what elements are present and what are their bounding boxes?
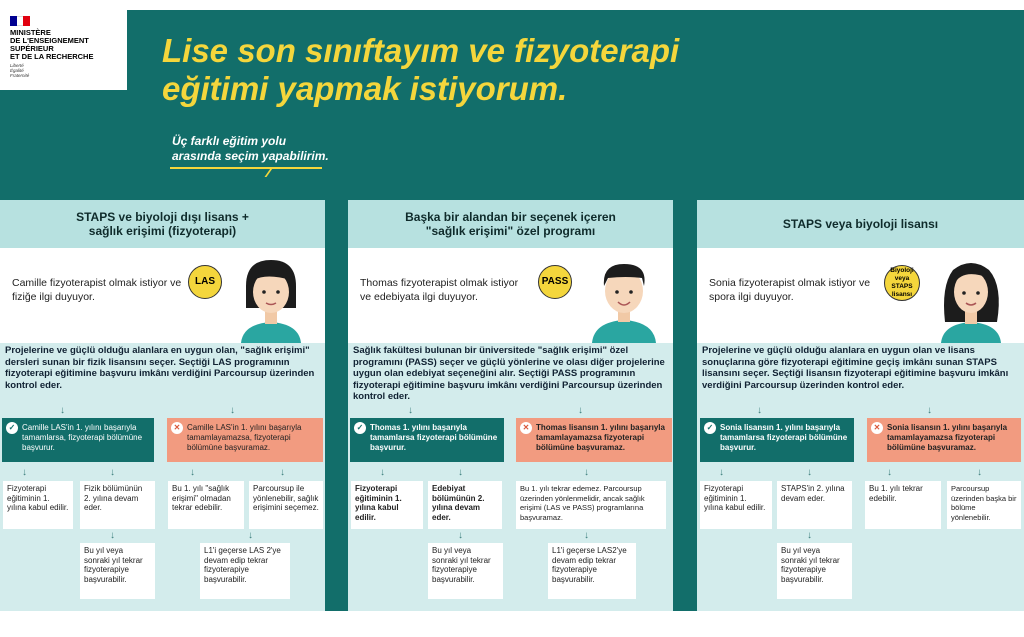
column-staps — [697, 200, 1024, 611]
followup-card: Bu yıl veya sonraki yıl tekrar fizyoterapiye başvurabilir. — [777, 543, 852, 599]
outcome-card: STAPS'in 2. yılına devam eder. — [777, 481, 852, 529]
profile-text: Camille fizyoterapist olmak istiyor ve fiziğe ilgi duyuyor. — [12, 277, 182, 303]
outcome-card: Fizik bölümünün 2. yılına devam eder. — [80, 481, 155, 529]
column-pass — [348, 200, 673, 611]
column-description: Projelerine ve güçlü olduğu alanlara en uygun olan, "sağlık erişimi" dersleri sunan bir fizik lisansını seçer. Seçtiği LAS programının fizyoterapi eğitimine başvuru imkânı verdiğini Parcoursup üzerinden kontrol eder. — [5, 345, 315, 391]
profile-text: Sonia fizyoterapist olmak istiyor ve spora ilgi duyuyor. — [709, 277, 871, 303]
french-flag-icon — [10, 16, 30, 26]
profile-card — [348, 248, 673, 343]
down-arrow-icon: ↓ — [408, 405, 413, 416]
outcome-card: Bu 1. yılı tekrar edebilir. — [865, 481, 941, 529]
profile-card — [697, 248, 1024, 343]
outcome-card: Parcoursup üzerinden başka bir bölüme yönlenebilir. — [947, 481, 1021, 529]
outcome-card: Fizyoterapi eğitiminin 1. yılına kabul edilir. — [351, 481, 423, 529]
followup-card: Bu yıl veya sonraki yıl tekrar fizyoterapiye başvurabilir. — [428, 543, 503, 599]
followup-card: Bu yıl veya sonraki yıl tekrar fizyoterapiye başvurabilir. — [80, 543, 155, 599]
down-arrow-icon: ↓ — [280, 467, 285, 478]
girl-long-hair-avatar-icon — [933, 256, 1009, 343]
success-box: ✓ Camille LAS'in 1. yılını başarıyla tamamlarsa, fizyoterapi bölümüne başvurur. — [2, 418, 154, 462]
column-header: Başka bir alandan bir seçenek içeren "sağlık erişimi" özel programı — [348, 200, 673, 248]
fail-box: ✕ Thomas lisansın 1. yılını başarıyla tamamlayamazsa fizyoterapi bölümüne başvuramaz. — [516, 418, 672, 462]
down-arrow-icon: ↓ — [458, 467, 463, 478]
check-icon: ✓ — [704, 422, 716, 434]
poster — [0, 10, 1024, 611]
down-arrow-icon: ↓ — [230, 405, 235, 416]
cross-icon: ✕ — [171, 422, 183, 434]
subtitle-underline — [170, 167, 322, 169]
down-arrow-icon: ↓ — [977, 467, 982, 478]
down-arrow-icon: ↓ — [248, 530, 253, 541]
down-arrow-icon: ↓ — [578, 405, 583, 416]
profile-card — [0, 248, 325, 343]
profile-text: Thomas fizyoterapist olmak istiyor ve edebiyata ilgi duyuyor. — [360, 277, 519, 303]
page-subtitle: Üç farklı eğitim yolu arasında seçim yapabilirim. — [172, 134, 329, 163]
outcome-card: Bu 1. yılı "sağlık erişimi" olmadan tekrar edebilir. — [168, 481, 244, 529]
followup-card: L1'i geçerse LAS 2'ye devam edip tekrar fizyoterapiye başvurabilir. — [200, 543, 290, 599]
cross-icon: ✕ — [871, 422, 883, 434]
down-arrow-icon: ↓ — [927, 405, 932, 416]
down-arrow-icon: ↓ — [110, 530, 115, 541]
down-arrow-icon: ↓ — [110, 467, 115, 478]
down-arrow-icon: ↓ — [190, 467, 195, 478]
down-arrow-icon: ↓ — [60, 405, 65, 416]
girl-short-hair-avatar-icon — [233, 256, 309, 343]
outcome-card: Fizyoterapi eğitiminin 1. yılına kabul edilir. — [3, 481, 73, 529]
success-box: ✓ Thomas 1. yılını başarıyla tamamlarsa fizyoterapi bölümüne başvurur. — [350, 418, 504, 462]
down-arrow-icon: ↓ — [22, 467, 27, 478]
program-badge: Biyoloji veya STAPS lisansı — [884, 265, 920, 301]
success-box: ✓ Sonia lisansın 1. yılını başarıyla tamamlarsa fizyoterapi bölümüne başvurur. — [700, 418, 854, 462]
down-arrow-icon: ↓ — [807, 467, 812, 478]
down-arrow-icon: ↓ — [807, 530, 812, 541]
cross-icon: ✕ — [520, 422, 532, 434]
check-icon: ✓ — [354, 422, 366, 434]
down-arrow-icon: ↓ — [380, 467, 385, 478]
down-arrow-icon: ↓ — [584, 467, 589, 478]
column-header: STAPS veya biyoloji lisansı — [697, 200, 1024, 248]
column-description: Sağlık fakültesi bulunan bir üniversitede "sağlık erişimi" özel programını (PASS) seçer ve güçlü yönlerine ve olası diğer projelerine uygun olan edebiyat seçeneğini alır. Seçtiği PASS programının fizyoterapi eğitimine başvuru imkânı verdiğini Parcoursup üzerinden kontrol eder. — [353, 345, 665, 402]
outcome-card: Parcoursup ile yönlenebilir, sağlık erişimini seçemez. — [249, 481, 323, 529]
outcome-card: Fizyoterapi eğitiminin 1. yılına kabul edilir. — [700, 481, 772, 529]
down-arrow-icon: ↓ — [584, 530, 589, 541]
followup-card: L1'i geçerse LAS2'ye devam edip tekrar fizyoterapiye başvurabilir. — [548, 543, 636, 599]
column-las — [0, 200, 325, 611]
column-header: STAPS ve biyoloji dışı lisans + sağlık erişimi (fizyoterapi) — [0, 200, 325, 248]
check-icon: ✓ — [6, 422, 18, 434]
down-arrow-icon: ↓ — [887, 467, 892, 478]
fail-box: ✕ Camille LAS'in 1. yılını başarıyla tamamlayamazsa, fizyoterapi bölümüne başvuramaz. — [167, 418, 323, 462]
ministry-logo — [0, 10, 127, 90]
outcome-card: Bu 1. yılı tekrar edemez. Parcoursup üzerinden yönlenmelidir, ancak sağlık erişimi (LAS ve PASS) programlarına başvuramaz. — [516, 481, 666, 529]
program-badge: LAS — [188, 265, 222, 299]
program-badge: PASS — [538, 265, 572, 299]
ministry-name: MINISTÈRE DE L'ENSEIGNEMENT SUPÉRIEUR ET DE LA RECHERCHE — [10, 28, 94, 61]
page-title: Lise son sınıftayım ve fizyoterapi eğitimi yapmak istiyorum. — [162, 32, 680, 107]
down-arrow-icon: ↓ — [458, 530, 463, 541]
down-arrow-icon: ↓ — [719, 467, 724, 478]
fail-box: ✕ Sonia lisansın 1. yılını başarıyla tamamlayamazsa fizyoterapi bölümüne başvuramaz. — [867, 418, 1021, 462]
column-description: Projelerine ve güçlü olduğu alanlara en uygun olan ve lisans sonuçlarına göre fizyoterapi eğitimine geçiş imkânı sunan STAPS lisansını seçer. Seçtiği lisansın fizyoterapi eğitimine başvuru imkânı verdiğini Parcoursup üzerinden kontrol eder. — [702, 345, 1009, 391]
down-arrow-icon: ↓ — [757, 405, 762, 416]
outcome-card: Edebiyat bölümünün 2. yılına devam eder. — [428, 481, 502, 529]
ministry-motto: Liberté Égalité Fraternité — [10, 63, 30, 78]
boy-avatar-icon — [586, 256, 662, 343]
